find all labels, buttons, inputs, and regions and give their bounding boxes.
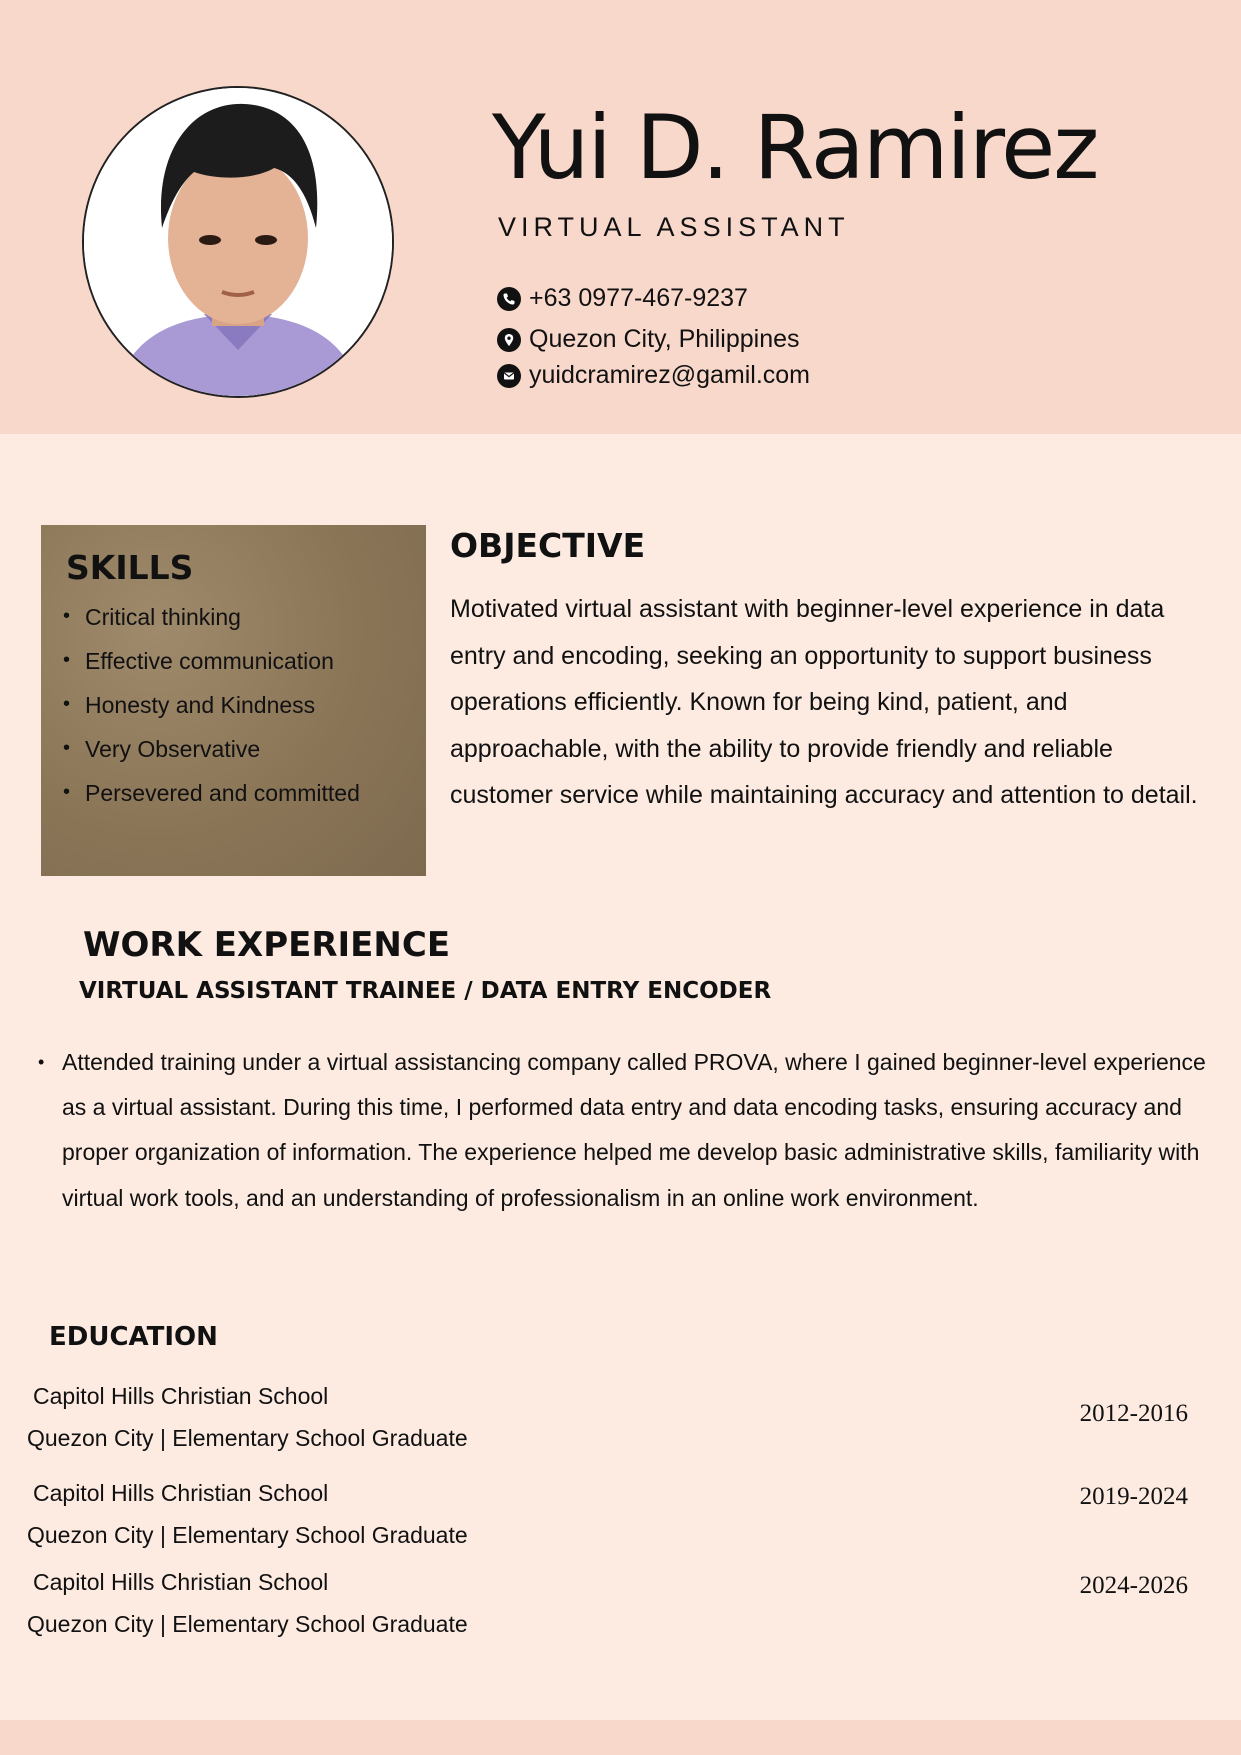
- contact-location-text: Quezon City, Philippines: [529, 325, 800, 353]
- list-item: • Effective communication: [63, 648, 360, 692]
- work-experience-heading: WORK EXPERIENCE: [83, 925, 451, 965]
- objective-text: Motivated virtual assistant with beginner-level experience in data entry and encoding, seeking an opportunity to support business operations efficiently. Known for being kind, patient, and approachable, with the ability to provide friendly and reliable customer service while maintaining accuracy and attention to detail.: [450, 595, 1198, 809]
- education-heading: EDUCATION: [49, 1322, 218, 1352]
- list-item: • Honesty and Kindness: [63, 692, 360, 736]
- candidate-name: Yui D. Ramirez: [492, 96, 1098, 199]
- education-years: 2012-2016: [1079, 1400, 1188, 1427]
- contact-email-text: yuidcramirez@gamil.com: [529, 361, 810, 389]
- contact-phone: [497, 284, 748, 313]
- job-title: VIRTUAL ASSISTANT: [498, 212, 850, 242]
- list-item: • Very Observative: [63, 736, 360, 780]
- mail-icon: [497, 364, 521, 388]
- objective-heading: OBJECTIVE: [450, 526, 646, 565]
- profile-photo-illustration: [84, 88, 392, 396]
- work-role: VIRTUAL ASSISTANT TRAINEE / DATA ENTRY ENCODER: [79, 978, 772, 1004]
- education-detail: Quezon City | Elementary School Graduate: [27, 1611, 468, 1637]
- education-school: Capitol Hills Christian School: [33, 1569, 329, 1595]
- list-item: • Attended training under a virtual assistancing company called PROVA, where I gained beginner-level experience as a virtual assistant. During this time, I performed data entry and data encoding tasks, ensuring accuracy and proper organization of information. The experience helped me develop basic administrative skills, familiarity with virtual work tools, and an understanding of professionalism in an online work environment.: [38, 1040, 1208, 1221]
- list-item: • Persevered and committed: [63, 780, 360, 824]
- education-school: Capitol Hills Christian School: [33, 1383, 329, 1409]
- contact-email: [497, 361, 810, 390]
- location-pin-icon: [497, 328, 521, 352]
- education-detail: Quezon City | Elementary School Graduate: [27, 1522, 468, 1548]
- skills-list: [63, 604, 360, 824]
- contact-phone-text: +63 0977-467-9237: [529, 284, 748, 312]
- profile-photo: [82, 86, 394, 398]
- education-years: 2019-2024: [1079, 1483, 1188, 1510]
- education-years: 2024-2026: [1079, 1572, 1188, 1599]
- education-detail: Quezon City | Elementary School Graduate: [27, 1425, 468, 1451]
- footer-band: [0, 1720, 1241, 1755]
- list-item: • Critical thinking: [63, 604, 360, 648]
- education-school: Capitol Hills Christian School: [33, 1480, 329, 1506]
- contact-location: [497, 325, 800, 354]
- skills-heading: SKILLS: [66, 548, 194, 587]
- phone-icon: [497, 287, 521, 311]
- work-bullets: [38, 1040, 1208, 1221]
